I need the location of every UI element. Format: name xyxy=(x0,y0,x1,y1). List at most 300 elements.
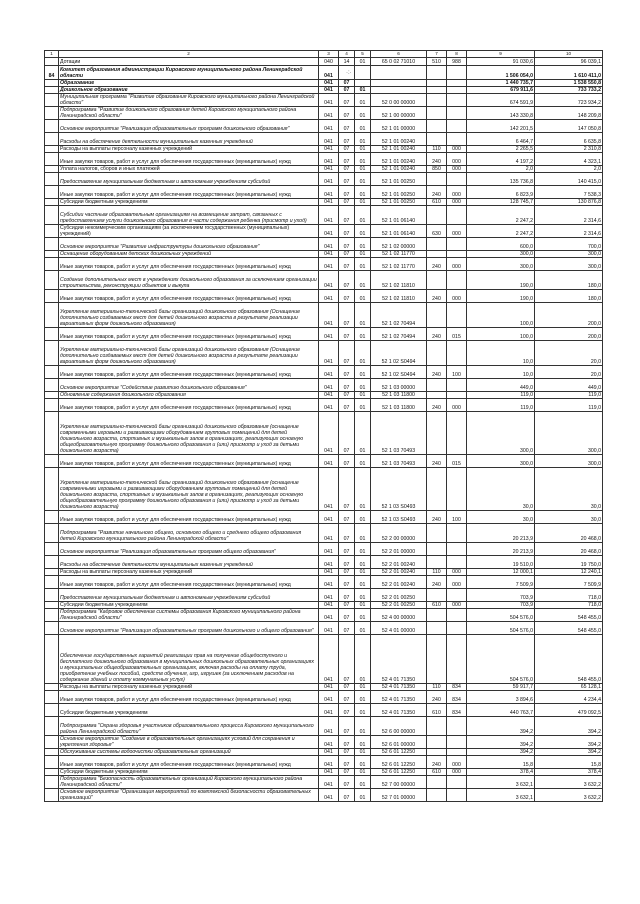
row-number xyxy=(45,769,59,776)
code-expense-type: 240 xyxy=(427,691,447,704)
amount-year-2: 3 632,2 xyxy=(535,789,603,802)
amount-year-1: 19 510,0 xyxy=(467,556,535,569)
amount-year-2: 15,8 xyxy=(535,756,603,769)
item-name: Обеспечение государственных гарантий реализации прав на получение общедоступного и бесплатного дошкольного образования в муниципальных дошкольных образовательных организациях и муниципальных общеобразовательных организациях, включая расходы на оплату труда, приобретение учебных пособий, средств обучения, игр, игрушек (за исключением расходов на содержание зданий и оплату коммунальных услуг) xyxy=(59,635,319,684)
code-subsection: 01 xyxy=(355,303,371,328)
code-kosgu: 000 xyxy=(447,153,467,166)
code-kosgu xyxy=(447,589,467,602)
code-subsection: 01 xyxy=(355,684,371,691)
row-number xyxy=(45,341,59,366)
item-name: Субсидии частным образовательным организациям на возмещение затрат, связанных с предоставлением услуги дошкольного образования в части содержания ребенка (присмотр и уход) xyxy=(59,206,319,225)
amount-year-2: 96 039,1 xyxy=(535,58,603,66)
code-subsection: 01 xyxy=(355,153,371,166)
code-kosgu: 000 xyxy=(447,199,467,206)
code-grbs: 041 xyxy=(319,186,339,199)
code-expense-type xyxy=(427,107,447,120)
amount-year-1: 674 591,9 xyxy=(467,94,535,107)
amount-year-2: 20 468,0 xyxy=(535,543,603,556)
code-grbs: 041 xyxy=(319,455,339,468)
code-kosgu: 000 xyxy=(447,602,467,609)
code-section: 07 xyxy=(339,769,355,776)
amount-year-2: 300,0 xyxy=(535,455,603,468)
item-name: Основное мероприятие "Реализация образовательных программ общего образования" xyxy=(59,543,319,556)
amount-year-2: 12 240,1 xyxy=(535,569,603,576)
amount-year-2: 119,0 xyxy=(535,399,603,412)
code-kosgu xyxy=(447,107,467,120)
code-section: 07 xyxy=(339,468,355,511)
code-expense-type xyxy=(427,749,447,756)
code-subsection: 01 xyxy=(355,602,371,609)
table-row xyxy=(45,58,603,66)
header-cell: 5 xyxy=(355,51,371,58)
code-expense-type: 110 xyxy=(427,684,447,691)
row-number xyxy=(45,511,59,524)
code-grbs: 040 xyxy=(319,58,339,66)
amount-year-1: 20 213,9 xyxy=(467,524,535,543)
code-subsection: 01 xyxy=(355,120,371,133)
code-kosgu xyxy=(447,789,467,802)
code-subsection: 01 xyxy=(355,511,371,524)
code-target: 52 1 02 11770 xyxy=(371,258,427,271)
amount-year-1: 7 509,9 xyxy=(467,576,535,589)
item-name: Основное мероприятие "Создание в образовательных организациях условий для сохранения и укрепления здоровья" xyxy=(59,736,319,749)
table-row xyxy=(45,107,603,120)
code-grbs: 041 xyxy=(319,107,339,120)
amount-year-2: 2,0 xyxy=(535,166,603,173)
code-section: 07 xyxy=(339,153,355,166)
code-grbs: 041 xyxy=(319,94,339,107)
amount-year-2: 65 128,1 xyxy=(535,684,603,691)
code-section: 07 xyxy=(339,146,355,153)
amount-year-2: 394,2 xyxy=(535,717,603,736)
amount-year-1: 100,0 xyxy=(467,303,535,328)
code-grbs: 041 xyxy=(319,576,339,589)
amount-year-2: 700,0 xyxy=(535,238,603,251)
code-kosgu xyxy=(447,392,467,399)
code-grbs: 041 xyxy=(319,258,339,271)
code-expense-type: 110 xyxy=(427,146,447,153)
amount-year-2: 19 750,0 xyxy=(535,556,603,569)
code-expense-type: 240 xyxy=(427,576,447,589)
code-grbs: 041 xyxy=(319,133,339,146)
code-target: 52 0 00 00000 xyxy=(371,94,427,107)
code-section: 07 xyxy=(339,589,355,602)
code-grbs: 041 xyxy=(319,199,339,206)
row-number xyxy=(45,543,59,556)
code-grbs: 041 xyxy=(319,635,339,684)
code-kosgu: 000 xyxy=(447,166,467,173)
amount-year-1: 378,4 xyxy=(467,769,535,776)
row-number xyxy=(45,379,59,392)
code-section: 07 xyxy=(339,399,355,412)
code-expense-type xyxy=(427,303,447,328)
code-subsection: 01 xyxy=(355,206,371,225)
code-grbs: 041 xyxy=(319,789,339,802)
row-number xyxy=(45,225,59,238)
code-kosgu: 834 xyxy=(447,684,467,691)
code-kosgu xyxy=(447,609,467,622)
amount-year-1: 20 213,9 xyxy=(467,543,535,556)
code-expense-type xyxy=(427,173,447,186)
row-number xyxy=(45,199,59,206)
item-name: Дотации xyxy=(59,58,319,66)
code-grbs: 041 xyxy=(319,206,339,225)
code-section: 07 xyxy=(339,341,355,366)
code-expense-type: 240 xyxy=(427,455,447,468)
code-grbs: 041 xyxy=(319,225,339,238)
item-name: Субсидии бюджетным учреждениям xyxy=(59,602,319,609)
code-target: 52 1 02 70494 xyxy=(371,303,427,328)
code-subsection: 01 xyxy=(355,399,371,412)
code-target: 52 2 01 00250 xyxy=(371,602,427,609)
table-row xyxy=(45,173,603,186)
code-target: 52 1 03 70493 xyxy=(371,412,427,455)
amount-year-1: 6 464,7 xyxy=(467,133,535,146)
amount-year-1: 12 000,1 xyxy=(467,569,535,576)
amount-year-1: 600,0 xyxy=(467,238,535,251)
code-section: 07 xyxy=(339,133,355,146)
code-subsection: 01 xyxy=(355,186,371,199)
code-section: 07 xyxy=(339,789,355,802)
row-number xyxy=(45,691,59,704)
row-number xyxy=(45,524,59,543)
amount-year-2: 147 050,8 xyxy=(535,120,603,133)
code-grbs: 041 xyxy=(319,238,339,251)
code-kosgu xyxy=(447,133,467,146)
code-subsection: 01 xyxy=(355,704,371,717)
code-expense-type xyxy=(427,271,447,290)
row-number xyxy=(45,328,59,341)
code-subsection: 01 xyxy=(355,749,371,756)
amount-year-1: 143 330,8 xyxy=(467,107,535,120)
item-name: Образование xyxy=(59,80,319,87)
amount-year-2: 733 733,2 xyxy=(535,87,603,94)
code-subsection: 01 xyxy=(355,543,371,556)
code-expense-type: 630 xyxy=(427,225,447,238)
table-row xyxy=(45,399,603,412)
item-name: Уплата налогов, сборов и иных платежей xyxy=(59,166,319,173)
code-grbs: 041 xyxy=(319,303,339,328)
code-section: 07 xyxy=(339,576,355,589)
code-section: 07 xyxy=(339,87,355,94)
code-kosgu: 000 xyxy=(447,225,467,238)
table-row xyxy=(45,789,603,802)
code-kosgu xyxy=(447,251,467,258)
code-target: 52 4 01 71350 xyxy=(371,704,427,717)
amount-year-1: 119,0 xyxy=(467,399,535,412)
row-number xyxy=(45,789,59,802)
amount-year-1: 10,0 xyxy=(467,341,535,366)
amount-year-1: 30,0 xyxy=(467,511,535,524)
code-target: 52 1 03 70493 xyxy=(371,455,427,468)
table-row xyxy=(45,776,603,789)
table-row xyxy=(45,166,603,173)
code-section: 07 xyxy=(339,94,355,107)
code-section: 07 xyxy=(339,366,355,379)
item-name: Укрепление материально-технической базы организаций дошкольного образования (оснащение современными игровыми и развивающими оборудованием групповых помещений для детей дошкольного возраста, спортивных и музыкальных залов в организациях, реализующих основную общеобразовательную программу дошкольного образования и (или) присмотр и уход за детьми дошкольного возраста) xyxy=(59,412,319,455)
amount-year-2: 548 455,0 xyxy=(535,622,603,635)
item-name: Укрепление материально-технической базы организаций дошкольного образования (Оснащение дополнительно создаваемых мест для детей дошкольного возраста в результате реализации вариативных форм дошкольного образования) xyxy=(59,303,319,328)
code-target: 52 4 01 71350 xyxy=(371,635,427,684)
row-number xyxy=(45,80,59,87)
code-target: 52 1 02 11770 xyxy=(371,251,427,258)
amount-year-1: 15,8 xyxy=(467,756,535,769)
code-kosgu: 015 xyxy=(447,455,467,468)
item-name: Укрепление материально-технической базы организаций дошкольного образования (Оснащение дополнительно создаваемых мест для детей дошкольного возраста в результате реализации вариативных форм дошкольного образования) xyxy=(59,341,319,366)
code-section: 07 xyxy=(339,206,355,225)
table-row xyxy=(45,756,603,769)
row-number xyxy=(45,186,59,199)
code-subsection: 01 xyxy=(355,107,371,120)
code-expense-type xyxy=(427,736,447,749)
table-row xyxy=(45,524,603,543)
code-target: 52 1 03 S0493 xyxy=(371,468,427,511)
code-grbs: 041 xyxy=(319,379,339,392)
code-grbs: 041 xyxy=(319,776,339,789)
item-name: Обслуживание системы водоочистки образовательных организаций xyxy=(59,749,319,756)
header-cell: 4 xyxy=(339,51,355,58)
item-name: Дошкольное образование xyxy=(59,87,319,94)
code-target: 52 2 01 00000 xyxy=(371,543,427,556)
amount-year-2: 548 455,0 xyxy=(535,635,603,684)
code-subsection: 01 xyxy=(355,789,371,802)
amount-year-2: 4 323,1 xyxy=(535,153,603,166)
amount-year-2: 2 314,6 xyxy=(535,225,603,238)
code-section: 14 xyxy=(339,58,355,66)
table-row xyxy=(45,238,603,251)
code-expense-type: 240 xyxy=(427,328,447,341)
table-row xyxy=(45,691,603,704)
code-kosgu xyxy=(447,206,467,225)
amount-year-1: 2 247,2 xyxy=(467,225,535,238)
code-target: 52 6 00 00000 xyxy=(371,717,427,736)
amount-year-1: 135 736,8 xyxy=(467,173,535,186)
code-target: 52 2 00 00000 xyxy=(371,524,427,543)
row-number xyxy=(45,622,59,635)
item-name: Иные закупки товаров, работ и услуг для обеспечения государственных (муниципальных) нужд xyxy=(59,455,319,468)
code-subsection: 01 xyxy=(355,589,371,602)
row-number xyxy=(45,290,59,303)
header-cell: 10 xyxy=(535,51,603,58)
table-row xyxy=(45,736,603,749)
code-grbs: 041 xyxy=(319,271,339,290)
item-name: Субсидии некоммерческим организациям (за исключением государственных (муниципальных) учреждений) xyxy=(59,225,319,238)
amount-year-1: 3 632,1 xyxy=(467,789,535,802)
code-subsection: 01 xyxy=(355,271,371,290)
code-section xyxy=(339,66,355,80)
amount-year-1: 128 745,7 xyxy=(467,199,535,206)
code-section: 07 xyxy=(339,609,355,622)
code-section: 07 xyxy=(339,258,355,271)
code-subsection: 01 xyxy=(355,199,371,206)
header-cell: 8 xyxy=(447,51,467,58)
code-target: 52 6 01 00000 xyxy=(371,736,427,749)
amount-year-1: 3 894,6 xyxy=(467,691,535,704)
item-name: Основное мероприятие "Реализация образовательных программ дошкольного образования" xyxy=(59,120,319,133)
table-row xyxy=(45,199,603,206)
code-subsection: 01 xyxy=(355,609,371,622)
code-kosgu xyxy=(447,524,467,543)
row-number xyxy=(45,366,59,379)
code-grbs: 041 xyxy=(319,66,339,80)
code-grbs: 041 xyxy=(319,146,339,153)
item-name: Иные закупки товаров, работ и услуг для обеспечения государственных (муниципальных) нужд xyxy=(59,576,319,589)
code-target: 52 4 01 71350 xyxy=(371,684,427,691)
code-section: 07 xyxy=(339,166,355,173)
amount-year-1: 300,0 xyxy=(467,251,535,258)
code-expense-type xyxy=(427,133,447,146)
code-subsection: 01 xyxy=(355,258,371,271)
code-kosgu: 000 xyxy=(447,576,467,589)
code-subsection: 01 xyxy=(355,569,371,576)
code-expense-type xyxy=(427,206,447,225)
row-number xyxy=(45,107,59,120)
code-subsection: 01 xyxy=(355,251,371,258)
header-cell: 3 xyxy=(319,51,339,58)
code-expense-type xyxy=(427,341,447,366)
code-subsection: 01 xyxy=(355,225,371,238)
table-row xyxy=(45,366,603,379)
code-target: 52 2 01 00240 xyxy=(371,576,427,589)
code-target xyxy=(371,87,427,94)
code-target: 52 1 01 00240 xyxy=(371,133,427,146)
amount-year-1: 1 506 054,0 xyxy=(467,66,535,80)
code-target: 52 2 01 00250 xyxy=(371,589,427,602)
amount-year-2: 378,4 xyxy=(535,769,603,776)
table-row xyxy=(45,379,603,392)
amount-year-1: 91 030,6 xyxy=(467,58,535,66)
amount-year-1: 703,9 xyxy=(467,602,535,609)
amount-year-1: 1 440 735,7 xyxy=(467,80,535,87)
item-name: Иные закупки товаров, работ и услуг для обеспечения государственных (муниципальных) нужд xyxy=(59,258,319,271)
code-expense-type xyxy=(427,789,447,802)
code-target: 52 1 01 00250 xyxy=(371,186,427,199)
code-target: 52 4 00 00000 xyxy=(371,609,427,622)
code-subsection: 01 xyxy=(355,166,371,173)
amount-year-2: 30,0 xyxy=(535,511,603,524)
code-target: 52 1 02 S0494 xyxy=(371,341,427,366)
budget-table xyxy=(44,50,603,802)
code-kosgu: 000 xyxy=(447,186,467,199)
amount-year-2: 1 610 411,0 xyxy=(535,66,603,80)
amount-year-1: 504 576,0 xyxy=(467,609,535,622)
item-name: Расходы на выплаты персоналу казенных учреждений xyxy=(59,684,319,691)
code-target: 52 1 03 00000 xyxy=(371,379,427,392)
amount-year-2: 7 538,3 xyxy=(535,186,603,199)
row-number xyxy=(45,776,59,789)
table-row xyxy=(45,290,603,303)
amount-year-2: 130 876,8 xyxy=(535,199,603,206)
code-grbs: 041 xyxy=(319,392,339,399)
code-kosgu: 000 xyxy=(447,756,467,769)
table-row xyxy=(45,589,603,602)
code-kosgu xyxy=(447,80,467,87)
code-target: 52 1 01 00250 xyxy=(371,199,427,206)
code-expense-type xyxy=(427,412,447,455)
table-row xyxy=(45,153,603,166)
table-row xyxy=(45,412,603,455)
amount-year-1: 119,0 xyxy=(467,392,535,399)
code-kosgu xyxy=(447,120,467,133)
code-kosgu: 834 xyxy=(447,691,467,704)
row-number xyxy=(45,238,59,251)
code-section: 07 xyxy=(339,543,355,556)
code-kosgu: 834 xyxy=(447,704,467,717)
amount-year-1: 300,0 xyxy=(467,258,535,271)
code-grbs: 041 xyxy=(319,609,339,622)
code-section: 07 xyxy=(339,412,355,455)
item-name: Иные закупки товаров, работ и услуг для обеспечения государственных (муниципальных) нужд xyxy=(59,153,319,166)
row-number xyxy=(45,602,59,609)
code-section: 07 xyxy=(339,524,355,543)
code-expense-type xyxy=(427,379,447,392)
amount-year-1: 703,9 xyxy=(467,589,535,602)
table-row xyxy=(45,258,603,271)
row-number xyxy=(45,392,59,399)
row-number: 84 xyxy=(45,66,59,80)
code-kosgu xyxy=(447,776,467,789)
row-number xyxy=(45,133,59,146)
amount-year-2: 119,0 xyxy=(535,392,603,399)
code-target: 52 2 01 00240 xyxy=(371,569,427,576)
code-grbs: 041 xyxy=(319,543,339,556)
code-expense-type xyxy=(427,87,447,94)
code-grbs: 041 xyxy=(319,704,339,717)
row-number xyxy=(45,736,59,749)
amount-year-2: 300,0 xyxy=(535,251,603,258)
code-kosgu xyxy=(447,736,467,749)
item-name: Иные закупки товаров, работ и услуг для обеспечения государственных (муниципальных) нужд xyxy=(59,328,319,341)
item-name: Иные закупки товаров, работ и услуг для обеспечения государственных (муниципальных) нужд xyxy=(59,290,319,303)
item-name: Иные закупки товаров, работ и услуг для обеспечения государственных (муниципальных) нужд xyxy=(59,511,319,524)
code-subsection: 01 xyxy=(355,341,371,366)
code-section: 07 xyxy=(339,290,355,303)
code-section: 07 xyxy=(339,328,355,341)
row-number xyxy=(45,58,59,66)
code-grbs: 041 xyxy=(319,166,339,173)
code-expense-type: 850 xyxy=(427,166,447,173)
code-target: 52 7 01 00000 xyxy=(371,789,427,802)
code-grbs: 041 xyxy=(319,153,339,166)
code-kosgu: 000 xyxy=(447,569,467,576)
code-expense-type xyxy=(427,80,447,87)
row-number xyxy=(45,153,59,166)
code-kosgu: 000 xyxy=(447,399,467,412)
code-section: 07 xyxy=(339,684,355,691)
code-kosgu xyxy=(447,173,467,186)
code-subsection: 01 xyxy=(355,776,371,789)
item-name: Муниципальная программа "Развитие образования Кировского муниципального района Ленинградской области" xyxy=(59,94,319,107)
table-row xyxy=(45,556,603,569)
amount-year-2: 180,0 xyxy=(535,271,603,290)
code-subsection: 01 xyxy=(355,635,371,684)
amount-year-1: 3 632,1 xyxy=(467,776,535,789)
code-grbs: 041 xyxy=(319,524,339,543)
row-number xyxy=(45,94,59,107)
code-subsection: 01 xyxy=(355,576,371,589)
code-subsection: 01 xyxy=(355,146,371,153)
code-expense-type xyxy=(427,524,447,543)
amount-year-1: 2,0 xyxy=(467,166,535,173)
amount-year-2: 180,0 xyxy=(535,290,603,303)
amount-year-2: 1 538 550,8 xyxy=(535,80,603,87)
code-expense-type: 240 xyxy=(427,290,447,303)
code-expense-type xyxy=(427,120,447,133)
code-grbs: 041 xyxy=(319,684,339,691)
amount-year-2: 30,0 xyxy=(535,468,603,511)
amount-year-1: 440 763,7 xyxy=(467,704,535,717)
header-row xyxy=(45,51,603,58)
